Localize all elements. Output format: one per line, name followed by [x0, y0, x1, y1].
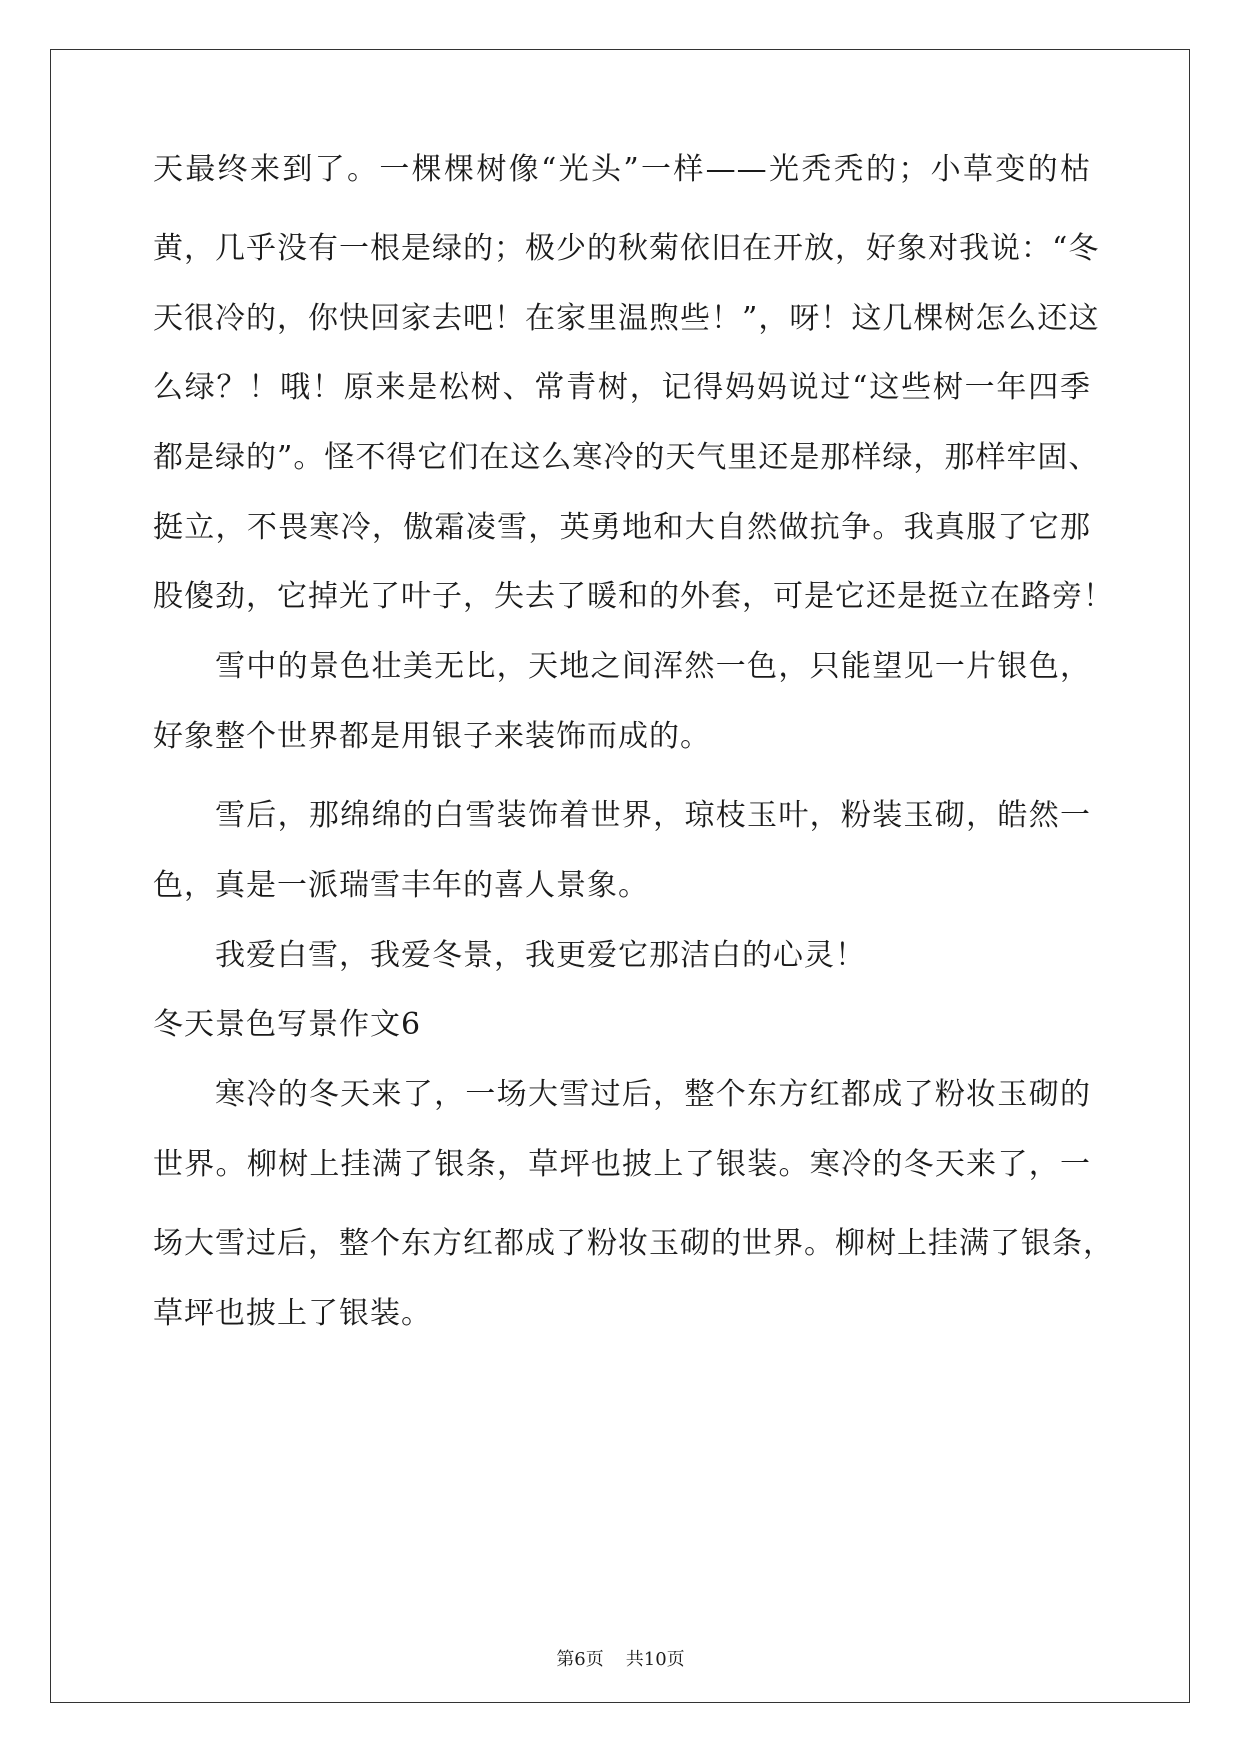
- text-line: 天很冷的，你快回家去吧！在家里温煦些！”，呀！这几棵树怎么还这: [153, 301, 1100, 336]
- text-line: 挺立，不畏寒冷，傲霜凌雪，英勇地和大自然做抗争。我真服了它那: [153, 510, 1091, 545]
- text-line: 么绿？！哦！原来是松树、常青树，记得妈妈说过“这些树一年四季: [153, 370, 1091, 405]
- text-line: 黄，几乎没有一根是绿的；极少的秋菊依旧在开放，好象对我说：“冬: [153, 231, 1100, 266]
- page-footer: [0, 1648, 1241, 1672]
- text-line: 天最终来到了。一棵棵树像“光头”一样——光秃秃的；小草变的枯: [153, 152, 1091, 187]
- text-line: 场大雪过后，整个东方红都成了粉妆玉砌的世界。柳树上挂满了银条，: [153, 1226, 1114, 1261]
- text-line: 都是绿的”。怪不得它们在这么寒冷的天气里还是那样绿，那样牢固、: [153, 440, 1100, 475]
- section-heading: 冬天景色写景作文6: [153, 1007, 422, 1042]
- text-line: 好象整个世界都是用银子来装饰而成的。: [153, 719, 711, 754]
- paragraph-start-line: 我爱白雪，我爱冬景，我更爱它那洁白的心灵！: [215, 938, 866, 973]
- text-line: 色，真是一派瑞雪丰年的喜人景象。: [153, 868, 649, 903]
- paragraph-start-line: 雪后，那绵绵的白雪装饰着世界，琼枝玉叶，粉装玉砌，皓然一: [215, 798, 1091, 833]
- paragraph-start-line: 雪中的景色壮美无比，天地之间浑然一色，只能望见一片银色，: [215, 649, 1091, 684]
- text-line: 股傻劲，它掉光了叶子，失去了暖和的外套，可是它还是挺立在路旁！: [153, 579, 1114, 614]
- page-number: 第6页: [556, 1649, 604, 1670]
- text-line: 草坪也披上了银装。: [153, 1296, 432, 1331]
- page-total: 共10页: [625, 1649, 685, 1670]
- paragraph-start-line: 寒冷的冬天来了，一场大雪过后，整个东方红都成了粉妆玉砌的: [215, 1077, 1091, 1112]
- text-line: 世界。柳树上挂满了银条，草坪也披上了银装。寒冷的冬天来了，一: [153, 1147, 1091, 1182]
